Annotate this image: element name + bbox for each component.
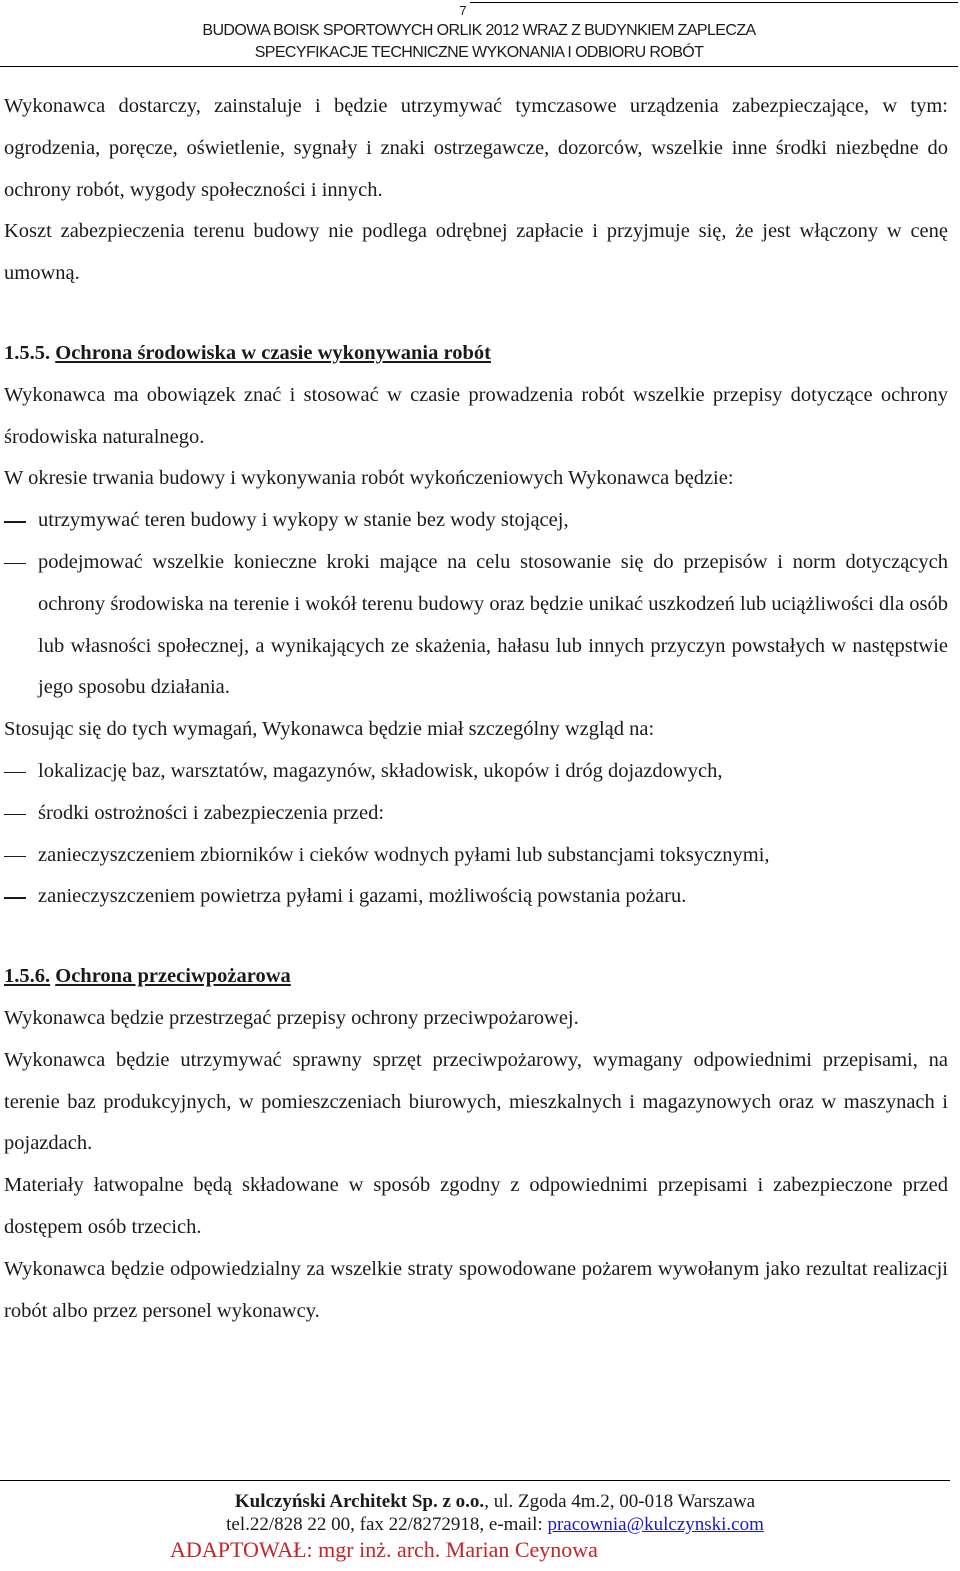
intro-paragraph-2: Koszt zabezpieczenia terenu budowy nie podlega odrębnej zapłacie i przyjmuje się, że jest włączony w cenę umowną. bbox=[4, 220, 948, 285]
footer-company-name: Kulczyński Architekt Sp. z o.o. bbox=[234, 1491, 485, 1512]
section-number: 1.5.5. bbox=[4, 341, 51, 364]
list-item: utrzymywać teren budowy i wykopy w stanie bez wody stojącej, bbox=[4, 500, 948, 542]
footer-contact: tel.22/828 22 00, fax 22/8272918, e-mail: bbox=[226, 1514, 548, 1535]
document-body bbox=[4, 86, 948, 1332]
header-document-title: SPECYFIKACJE TECHNICZNE WYKONANIA I ODBIORU ROBÓT bbox=[254, 44, 704, 61]
intro-paragraph-1: Wykonawca dostarczy, zainstaluje i będzie utrzymywać tymczasowe urządzenia zabezpieczające, w tym: ogrodzenia, poręcze, oświetlenie, sygnały i znaki ostrzegawcze, dozorców, wszelkie inne środki niezbędne do ochrony robót, wygody społeczności i innych. bbox=[4, 95, 948, 201]
list-item: środki ostrożności i zabezpieczenia przed: bbox=[4, 793, 948, 835]
section-heading-1-5-6 bbox=[4, 956, 948, 998]
section-paragraph: Wykonawca ma obowiązek znać i stosować w czasie prowadzenia robót wszelkie przepisy dotyczące ochrony środowiska naturalnego. bbox=[4, 383, 948, 448]
page-footer bbox=[0, 1478, 960, 1571]
footer-adapted-by: ADAPTOWAŁ: mgr inż. arch. Marian Ceynowa bbox=[170, 1537, 598, 1562]
header-bottom-rule bbox=[0, 66, 958, 67]
header-project-title: BUDOWA BOISK SPORTOWYCH ORLIK 2012 WRAZ Z BUDYNKIEM ZAPLECZA bbox=[202, 22, 756, 39]
section-title: Ochrona przeciwpożarowa bbox=[55, 965, 291, 988]
footer-address: , ul. Zgoda 4m.2, 00-018 Warszawa bbox=[484, 1491, 756, 1512]
spacer bbox=[4, 918, 948, 956]
section-paragraph: Stosując się do tych wymagań, Wykonawca będzie miał szczególny wzgląd na: bbox=[4, 718, 655, 741]
list-item: zanieczyszczeniem powietrza pyłami i gazami, możliwością powstania pożaru. bbox=[4, 876, 948, 918]
page-number: 7 bbox=[459, 3, 467, 18]
section-paragraph: Wykonawca będzie utrzymywać sprawny sprzęt przeciwpożarowy, wymagany odpowiednimi przepisami, na terenie baz produkcyjnych, w pomieszczeniach biurowych, mieszkalnych i magazynowych oraz w maszynach i pojazdach. bbox=[4, 1048, 948, 1155]
list-item: zanieczyszczeniem zbiorników i cieków wodnych pyłami lub substancjami toksycznymi, bbox=[4, 835, 948, 877]
section-title: Ochrona środowiska w czasie wykonywania robót bbox=[55, 341, 491, 364]
footer-email-link[interactable]: pracownia@kulczynski.com bbox=[547, 1514, 764, 1535]
section-heading-1-5-5 bbox=[4, 333, 948, 375]
footer-company-line bbox=[0, 1491, 960, 1513]
page-header bbox=[0, 0, 960, 70]
section-paragraph: Wykonawca będzie odpowiedzialny za wszelkie straty spowodowane pożarem wywołanym jako rezultat realizacji robót albo przez personel wykonawcy. bbox=[4, 1257, 948, 1322]
dash-list bbox=[4, 751, 948, 918]
section-paragraph: Materiały łatwopalne będą składowane w sposób zgodny z odpowiednimi przepisami i zabezpieczone przed dostępem osób trzecich. bbox=[4, 1174, 948, 1238]
list-item: podejmować wszelkie konieczne kroki mające na celu stosowanie się do przepisów i norm dotyczących ochrony środowiska na terenie i wokół terenu budowy oraz będzie unikać uszkodzeń lub uciążliwości dla osób lub własności społecznej, a wynikających ze skażenia, hałasu lub innych przyczyn powstałych w następstwie jego sposobu działania. bbox=[4, 542, 948, 709]
dash-list bbox=[4, 500, 948, 709]
section-paragraph: W okresie trwania budowy i wykonywania robót wykończeniowych Wykonawca będzie: bbox=[4, 467, 734, 490]
section-paragraph: Wykonawca będzie przestrzegać przepisy ochrony przeciwpożarowej. bbox=[4, 1006, 579, 1029]
spacer bbox=[4, 295, 948, 333]
footer-rule bbox=[0, 1480, 950, 1481]
footer-contact-line bbox=[0, 1514, 960, 1536]
section-number: 1.5.6. bbox=[4, 965, 51, 988]
list-item: lokalizację baz, warsztatów, magazynów, składowisk, ukopów i dróg dojazdowych, bbox=[4, 751, 948, 793]
